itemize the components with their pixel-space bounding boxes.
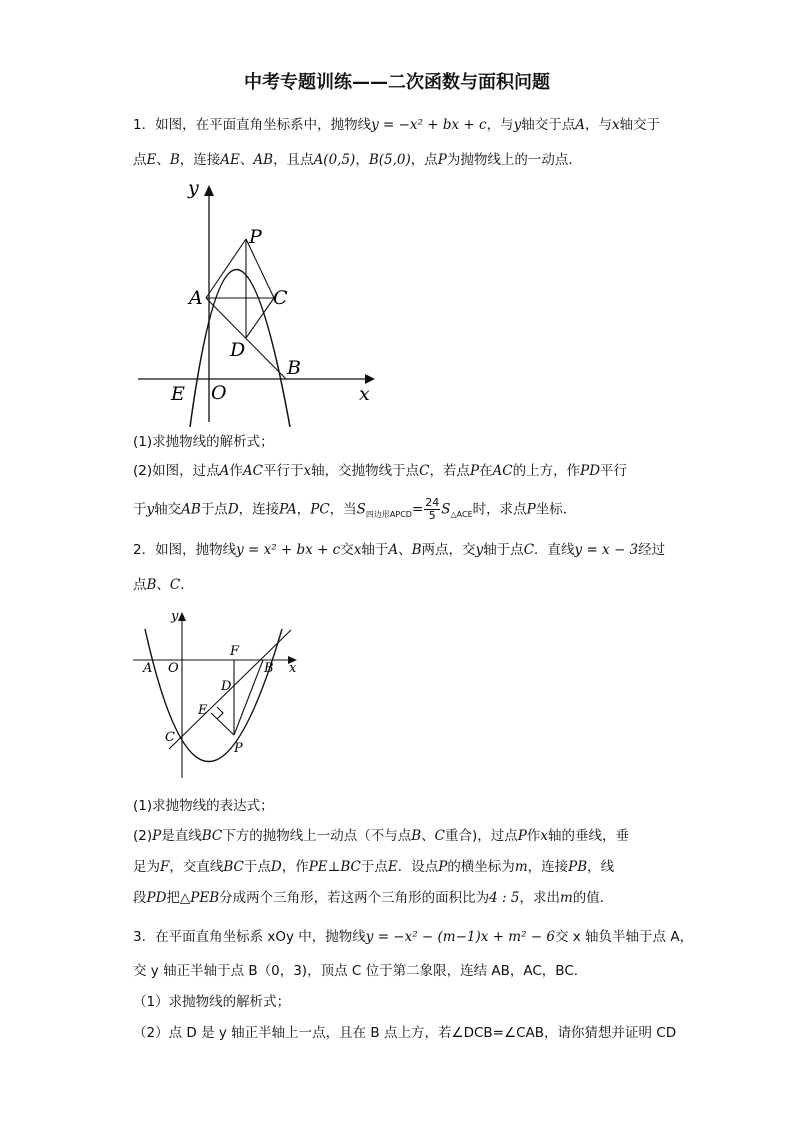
q2-y-arrow	[178, 612, 186, 621]
q2-label-a: A	[143, 661, 153, 676]
q2-label-c: C	[165, 730, 175, 745]
q1-line-1: 1．如图，在平面直角坐标系中，抛物线y = −x² + bx + c，与y轴交于点A，与x轴交于	[133, 117, 661, 133]
q2-part-1: (1)求抛物线的表达式；	[133, 798, 274, 814]
fraction-24-5: $\frac{24}{5}$	[425, 496, 440, 522]
q2-part-2-line-1: (2)P是直线BC下方的抛物线上一动点（不与点B、C重合)，过点P作x轴的垂线，垂	[133, 828, 629, 844]
q1-label-d: D	[230, 339, 246, 361]
q1-y-arrow	[204, 185, 214, 196]
q1-line-2: 点E、B，连接AE、AB，且点A(0,5)，B(5,0)，点P为抛物线上的一动点．	[133, 152, 582, 168]
q1-part-2-line-2: 于y轴交AB于点D，连接PA，PC，当$S_{四边形APCD}=$ $\frac{24}{5}$ $S_{\triangle ACE}$时，求点P坐标．	[133, 496, 577, 522]
q1-figure	[133, 172, 383, 430]
q3-part-2: （2）点 D 是 y 轴正半轴上一点，且在 B 点上方，若∠DCB=∠CAB，请你猜想并证明 CD	[133, 1025, 677, 1041]
q2-right-angle-mark	[217, 707, 223, 719]
q1-label-x: x	[359, 383, 370, 405]
q2-label-f: F	[230, 644, 240, 659]
q1-label-y: y	[188, 177, 199, 199]
q1-part-2-line-1: (2)如图，过点A作AC平行于x轴，交抛物线于点C，若点P在AC的上方，作PD平行	[133, 463, 628, 479]
q2-line-2: 点B、C．	[133, 577, 194, 593]
q1-label-e: E	[171, 383, 185, 405]
q2-label-y: y	[171, 609, 179, 624]
q1-label-b: B	[287, 357, 301, 379]
q1-label-a: A	[189, 287, 203, 309]
q2-figure	[133, 604, 308, 784]
q2-part-2-line-2: 足为F，交直线BC于点D，作PE⊥BC于点E．设点P的横坐标为m，连接PB，线	[133, 859, 615, 875]
q2-seg-pe	[211, 713, 234, 735]
q1-label-p: P	[249, 226, 262, 248]
q3-line-1: 3．在平面直角坐标系 xOy 中，抛物线y = −x² − (m−1)x + m² − 6交 x 轴负半轴于点 A，	[133, 929, 694, 945]
q2-line-1: 2．如图，抛物线y = x² + bx + c交x轴于A、B两点，交y轴于点C．直线y = x − 3经过	[133, 542, 666, 558]
q3-line-2: 交 y 轴正半轴于点 B（0，3)，顶点 C 位于第二象限，连结 AB，AC，BC．	[133, 963, 588, 979]
q2-label-d: D	[221, 679, 232, 694]
q1-seg-pa	[206, 239, 246, 298]
q2-label-p: P	[234, 741, 243, 756]
q2-label-o: O	[168, 661, 179, 676]
q2-label-x: x	[289, 661, 297, 676]
q1-part-1: (1)求抛物线的解析式；	[133, 434, 274, 450]
q1-label-o: O	[211, 382, 227, 404]
q2-part-2-line-3: 段PD把△PEB分成两个三角形，若这两个三角形的面积比为4 : 5，求出m的值．	[133, 890, 614, 906]
q1-label-c: C	[273, 287, 288, 309]
page-title: 中考专题训练——二次函数与面积问题	[244, 72, 550, 93]
q2-label-b: B	[264, 661, 274, 676]
q3-part-1: （1）求抛物线的解析式；	[133, 994, 291, 1010]
q2-label-e: E	[198, 703, 208, 718]
